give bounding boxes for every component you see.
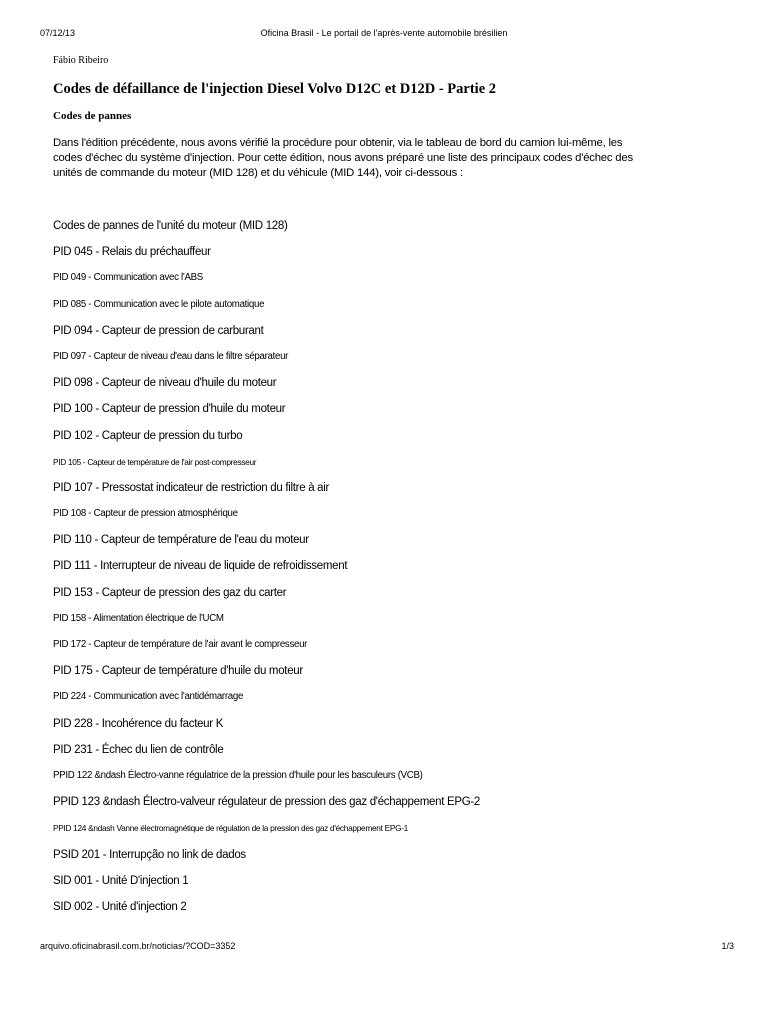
list-item: PID 172 - Capteur de température de l'air avant le compresseur: [53, 639, 308, 650]
author: Fábio Ribeiro: [53, 55, 109, 66]
list-item: PID 108 - Capteur de pression atmosphérique: [53, 508, 238, 520]
list-item: PID 102 - Capteur de pression du turbo: [53, 429, 243, 442]
intro-paragraph: Dans l'édition précédente, nous avons vérifié la procédure pour obtenir, via le tableau de bord du camion lui-même, les codes d'échec du système d'injection. Pour cette édition, nous avons préparé une liste des principaux codes d'échec des unités de commande du moteur (MID 128) et du véhicule (MID 144), voir ci-dessous :: [53, 137, 633, 179]
list-item: PPID 124 &ndash Vanne électromagnétique de régulation de la pression des gaz d'échappement EPG-1: [53, 823, 409, 834]
list-item: PSID 201 - Interrupção no link de dados: [53, 848, 246, 861]
list-item: PID 110 - Capteur de température de l'eau du moteur: [53, 534, 309, 547]
list-item: PID 228 - Incohérence du facteur K: [53, 717, 224, 730]
footer-url: arquivo.oficinabrasil.com.br/noticias/?COD=3352: [40, 941, 236, 951]
list-item: PID 175 - Capteur de température d'huile du moteur: [53, 665, 303, 678]
list-item: SID 002 - Unité d'injection 2: [53, 900, 187, 913]
list-item: PID 094 - Capteur de pression de carburant: [53, 324, 264, 337]
page-number: 1/3: [721, 941, 734, 951]
list-item: PID 111 - Interrupteur de niveau de liquide de refroidissement: [53, 560, 348, 573]
section-title: Codes de pannes: [53, 110, 132, 122]
list-item: PID 231 - Échec du lien de contrôle: [53, 743, 224, 756]
list-item: PID 100 - Capteur de pression d'huile du moteur: [53, 403, 286, 416]
list-item: PPID 123 &ndash Électro-valveur régulateur de pression des gaz d'échappement EPG-2: [53, 796, 480, 809]
header-date: 07/12/13: [40, 28, 76, 38]
list-item: PID 097 - Capteur de niveau d'eau dans le filtre séparateur: [53, 350, 289, 362]
list-item: PID 153 - Capteur de pression des gaz du carter: [53, 586, 287, 599]
list-item: SID 001 - Unité D'injection 1: [53, 874, 189, 887]
header-title: Oficina Brasil - Le portail de l'après-vente automobile brésilien: [260, 28, 508, 38]
article-title: Codes de défaillance de l'injection Diesel Volvo D12C et D12D - Partie 2: [53, 81, 497, 97]
list-item: PID 105 - Capteur de température de l'air post-compresseur: [53, 456, 257, 467]
list-item: PID 158 - Alimentation électrique de l'UCM: [53, 612, 224, 624]
list-item: PPID 122 &ndash Électro-vanne régulatrice de la pression d'huile pour les basculeurs (VCB): [53, 769, 423, 781]
list-item: PID 107 - Pressostat indicateur de restriction du filtre à air: [53, 481, 330, 494]
list-item: PID 085 - Communication avec le pilote automatique: [53, 298, 265, 310]
fault-code-list: [53, 217, 480, 924]
list-heading: Codes de pannes de l'unité du moteur (MID 128): [53, 220, 288, 232]
list-item: PID 049 - Communication avec l'ABS: [53, 272, 203, 284]
list-item: PID 098 - Capteur de niveau d'huile du moteur: [53, 377, 277, 390]
list-item: PID 045 - Relais du préchauffeur: [53, 246, 211, 259]
list-item: PID 224 - Communication avec l'antidémarrage: [53, 691, 244, 703]
